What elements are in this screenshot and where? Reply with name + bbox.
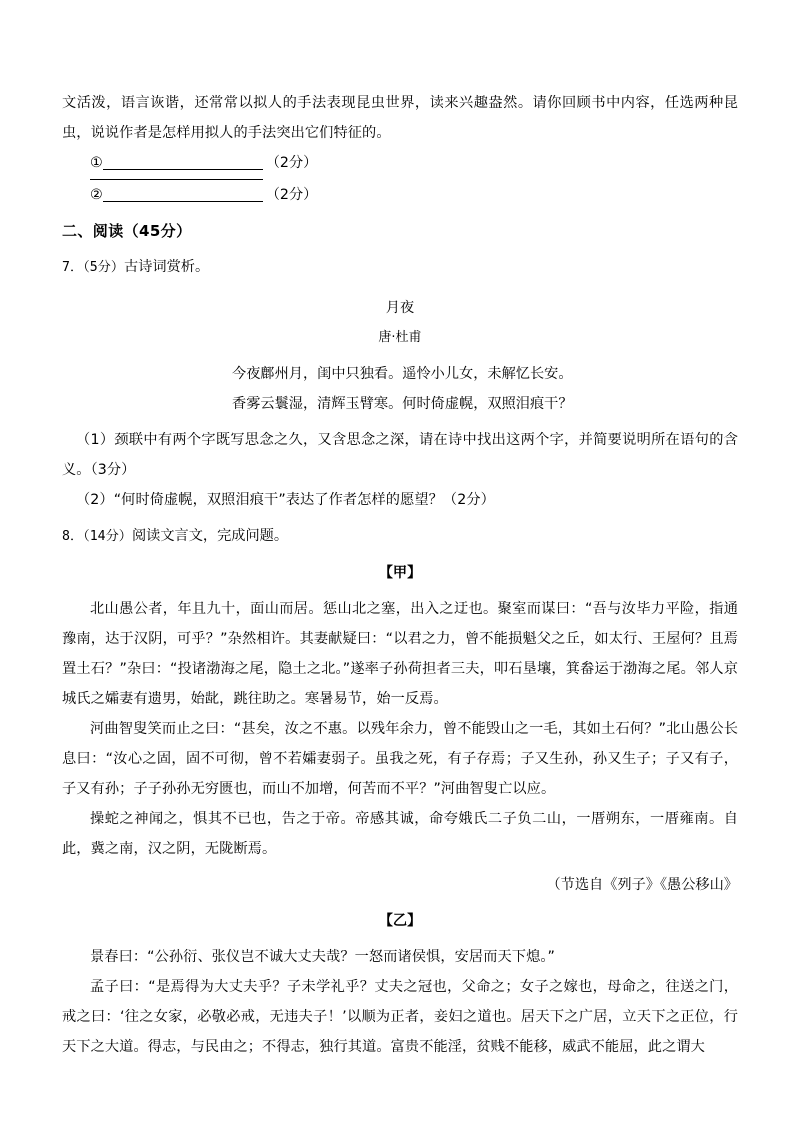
- poem-author: 唐·杜甫: [378, 330, 422, 345]
- question-7-sub-2: （2）“何时倚虚幌，双照泪痕干”表达了作者怎样的愿望？（2分）: [76, 492, 495, 508]
- question-8-stem: [62, 521, 738, 552]
- passage-jia-label: 【甲】: [378, 565, 422, 581]
- question-8-text: 阅读文言文，完成问题。: [131, 528, 289, 544]
- passage-yi-label: 【乙】: [378, 913, 422, 929]
- section-heading-reading: 二、阅读（45分）: [62, 222, 192, 240]
- blank-marker-1: ①: [90, 155, 103, 171]
- question-7-stem: [62, 252, 738, 283]
- passage-jia-paragraph-3: 操蛇之神闻之，惧其不已也，告之于帝。帝感其诚，命夸娥氏二子负二山，一厝朔东，一厝雍南。自此，冀之南，汉之阴，无陇断焉。: [62, 811, 738, 857]
- blank-marks-2: （2分）: [265, 187, 318, 203]
- passage-jia-source: （节选自《列子》《愚公移山》: [546, 877, 738, 893]
- question-7-sub-1: （1）颈联中有两个字既写思念之久，又含思念之深，请在诗中找出这两个字，并简要说明所在语句的含义。（3分）: [62, 432, 738, 478]
- question-6-body: 文活泼，语言诙谐，还常常以拟人的手法表现昆虫世界，读来兴趣盎然。请你回顾书中内容，任选两种昆虫，说说作者是怎样用拟人的手法突出它们特征的。: [62, 95, 738, 141]
- answer-blank-1[interactable]: [90, 148, 263, 180]
- blank-rule-2[interactable]: [103, 201, 263, 202]
- passage-jia-paragraph-1: 北山愚公者，年且九十，面山而居。惩山北之塞，出入之迂也。聚室而谋曰：“吾与汝毕力平险，指通豫南，达于汉阴，可乎？”杂然相许。其妻献疑曰：“以君之力，曾不能损魁父之丘，如太行、王屋何？且焉置土石？”杂曰：“投诸渤海之尾，隐土之北。”遂率子孙荷担者三夫，叩石垦壤，箕畚运于渤海之尾。邻人京城氏之孀妻有遗男，始龀，跳往助之。寒暑易节，始一反焉。: [62, 601, 738, 707]
- passage-jia-paragraph-2: 河曲智叟笑而止之曰：“甚矣，汝之不惠。以残年余力，曾不能毁山之一毛，其如土石何？”北山愚公长息曰：“汝心之固，固不可彻，曾不若孀妻弱子。虽我之死，有子存焉；子又生孙，孙又生子；子又有子，子又有孙；子子孙孙无穷匮也，而山不加增，何苦而不平？”河曲智叟亡以应。: [62, 721, 738, 797]
- poem-line-2: 香雾云鬟湿，清辉玉臂寒。何时倚虚幌，双照泪痕干？: [232, 396, 573, 412]
- question-7-marks: （5分）: [83, 260, 125, 275]
- poem-title: 月夜: [385, 300, 415, 316]
- question-8-number: 8．: [62, 529, 84, 544]
- blank-rule-1[interactable]: [103, 169, 263, 170]
- answer-blank-row-1: [62, 148, 738, 180]
- blank-marker-2: ②: [90, 187, 103, 203]
- question-8-marks: （14分）: [83, 529, 132, 544]
- passage-yi-paragraph-1: 景春曰：“公孙衍、张仪岂不诚大丈夫哉？一怒而诸侯惧，安居而天下熄。”: [90, 949, 556, 965]
- poem-line-1: 今夜鄜州月，闺中只独看。遥怜小儿女，未解忆长安。: [232, 366, 573, 382]
- passage-yi-paragraph-2: 孟子曰：“是焉得为大丈夫乎？子未学礼乎？丈夫之冠也，父命之；女子之嫁也，母命之，往送之门，戒之曰：‘往之女家，必敬必戒，无违夫子！’以顺为正者，妾妇之道也。居天下之广居，立天下之正位，行天下之大道。得志，与民由之；不得志，独行其道。富贵不能淫，贫贱不能移，威武不能屈，此之谓大: [62, 979, 738, 1055]
- question-7-text: 古诗词赏析。: [124, 259, 210, 275]
- question-7-number: 7．: [62, 260, 84, 275]
- answer-blank-row-2: [62, 180, 738, 210]
- blank-marks-1: （2分）: [265, 155, 318, 171]
